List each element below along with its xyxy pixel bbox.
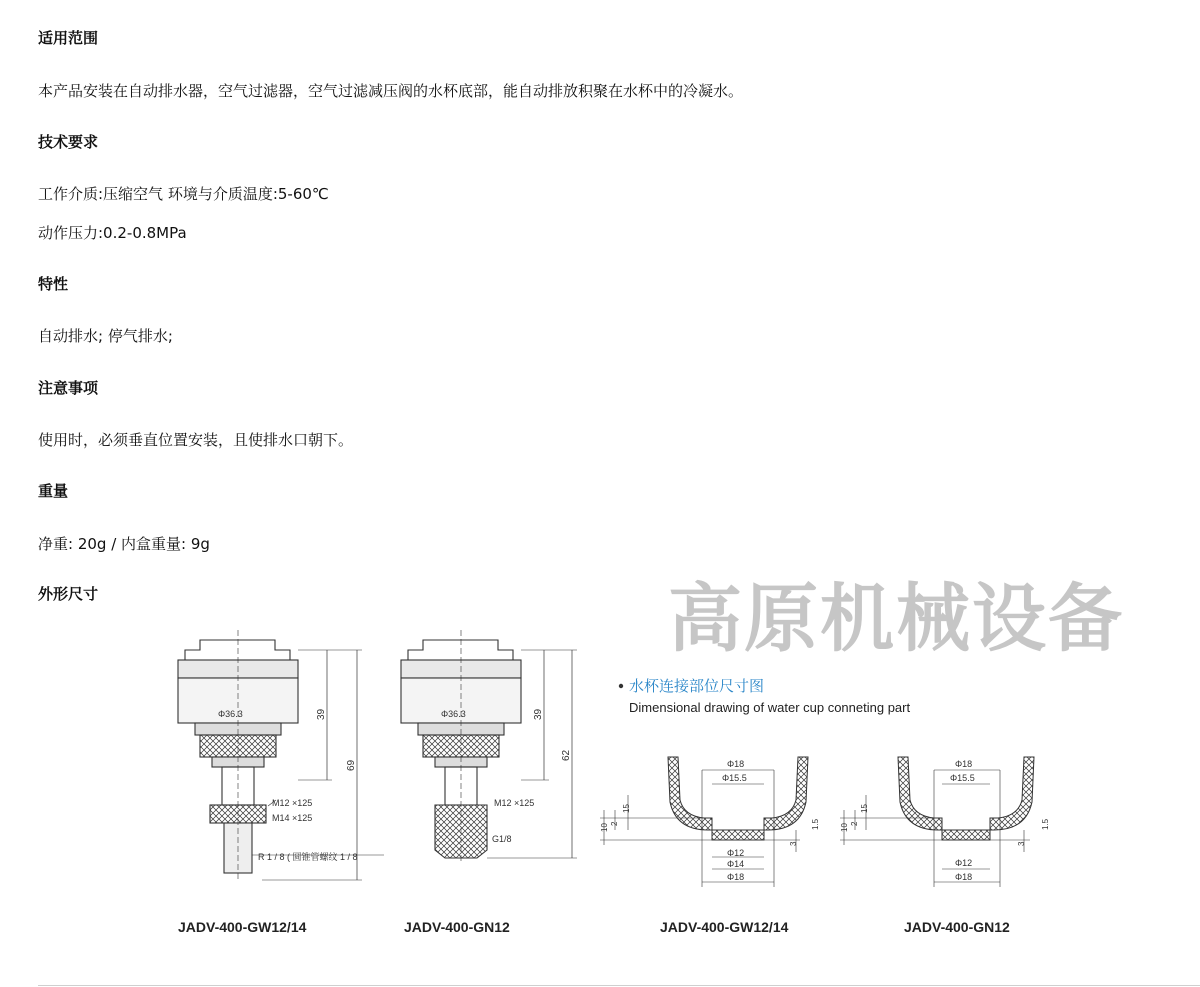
section-heading-notes: 注意事项 <box>38 379 99 397</box>
cup-gn-d-mid: Φ15.5 <box>950 773 975 783</box>
cup-gw-d-base: Φ18 <box>727 872 745 882</box>
model-gw-h2: 69 <box>346 759 357 771</box>
model-gn-drawing <box>401 630 577 862</box>
model-gw-pipe: R 1 / 8 ( 圆锥管螺纹 1 / 8 <box>258 852 358 862</box>
cup-gw-d-bot1: Φ12 <box>727 848 745 858</box>
cup-gn-v5: 1.5 <box>1041 818 1050 830</box>
cup-gw-v3: 15 <box>622 804 631 813</box>
model-gn-dia: Φ36.3 <box>441 709 466 719</box>
model-gn-thread1: M12 ×125 <box>494 798 535 808</box>
cup-gn-v1: 10 <box>840 823 849 832</box>
cup-gw-d-bot2: Φ14 <box>727 859 745 869</box>
section-heading-dimensions: 外形尺寸 <box>38 585 99 603</box>
notes-text: 使用时，必须垂直位置安装，且使排水口朝下。 <box>38 431 354 449</box>
cup-gn-d-top: Φ18 <box>955 759 973 769</box>
model-gw-label: JADV-400-GW12/14 <box>178 919 307 935</box>
cup-section-subtitle: Dimensional drawing of water cup conneting part <box>629 700 911 715</box>
cup-gw-drawing <box>668 757 808 840</box>
model-gw-thread1: M12 ×125 <box>272 798 313 808</box>
watermark: 高原机械设备 <box>668 576 1124 662</box>
cup-gn-v3: 15 <box>860 804 869 813</box>
cup-gn-drawing <box>898 757 1034 840</box>
cup-section-title: 水杯连接部位尺寸图 <box>629 678 765 695</box>
model-gw-drawing <box>178 630 384 880</box>
bullet-icon <box>619 684 623 688</box>
cup-gw-v2: 2 <box>610 821 619 826</box>
model-gn-h1: 39 <box>533 708 544 720</box>
features-text: 自动排水; 停气排水; <box>38 327 173 345</box>
scope-text: 本产品安装在自动排水器，空气过滤器，空气过滤减压阀的水杯底部，能自动排放积聚在水杯中的冷凝水。 <box>38 82 744 100</box>
tech-text-medium: 工作介质:压缩空气 环境与介质温度:5-60℃ <box>38 185 329 203</box>
section-heading-weight: 重量 <box>38 482 69 500</box>
cup-gw-d-top: Φ18 <box>727 759 745 769</box>
section-heading-features: 特性 <box>38 275 69 293</box>
cup-gw-label: JADV-400-GW12/14 <box>660 919 789 935</box>
section-heading-scope: 适用范围 <box>38 29 99 47</box>
cup-gw-v4: 3 <box>789 841 798 846</box>
model-gn-label: JADV-400-GN12 <box>404 919 510 935</box>
model-gn-pipe: G1/8 <box>492 834 512 844</box>
model-gw-thread2: M14 ×125 <box>272 813 313 823</box>
model-gw-dia: Φ36.3 <box>218 709 243 719</box>
section-heading-tech: 技术要求 <box>38 133 99 151</box>
cup-gn-v4: 3 <box>1017 841 1026 846</box>
cup-gn-v2: 2 <box>850 821 859 826</box>
weight-text: 净重: 20g / 内盒重量: 9g <box>38 535 210 553</box>
cup-gn-label: JADV-400-GN12 <box>904 919 1010 935</box>
cup-gn-d-bot1: Φ12 <box>955 858 973 868</box>
model-gn-h2: 62 <box>561 749 572 761</box>
tech-text-pressure: 动作压力:0.2-0.8MPa <box>38 224 187 242</box>
cup-gw-v1: 10 <box>600 823 609 832</box>
cup-gn-d-base: Φ18 <box>955 872 973 882</box>
cup-gw-v5: 1.5 <box>811 818 820 830</box>
bottom-divider <box>38 985 1200 986</box>
model-gw-h1: 39 <box>316 708 327 720</box>
cup-gw-d-mid: Φ15.5 <box>722 773 747 783</box>
